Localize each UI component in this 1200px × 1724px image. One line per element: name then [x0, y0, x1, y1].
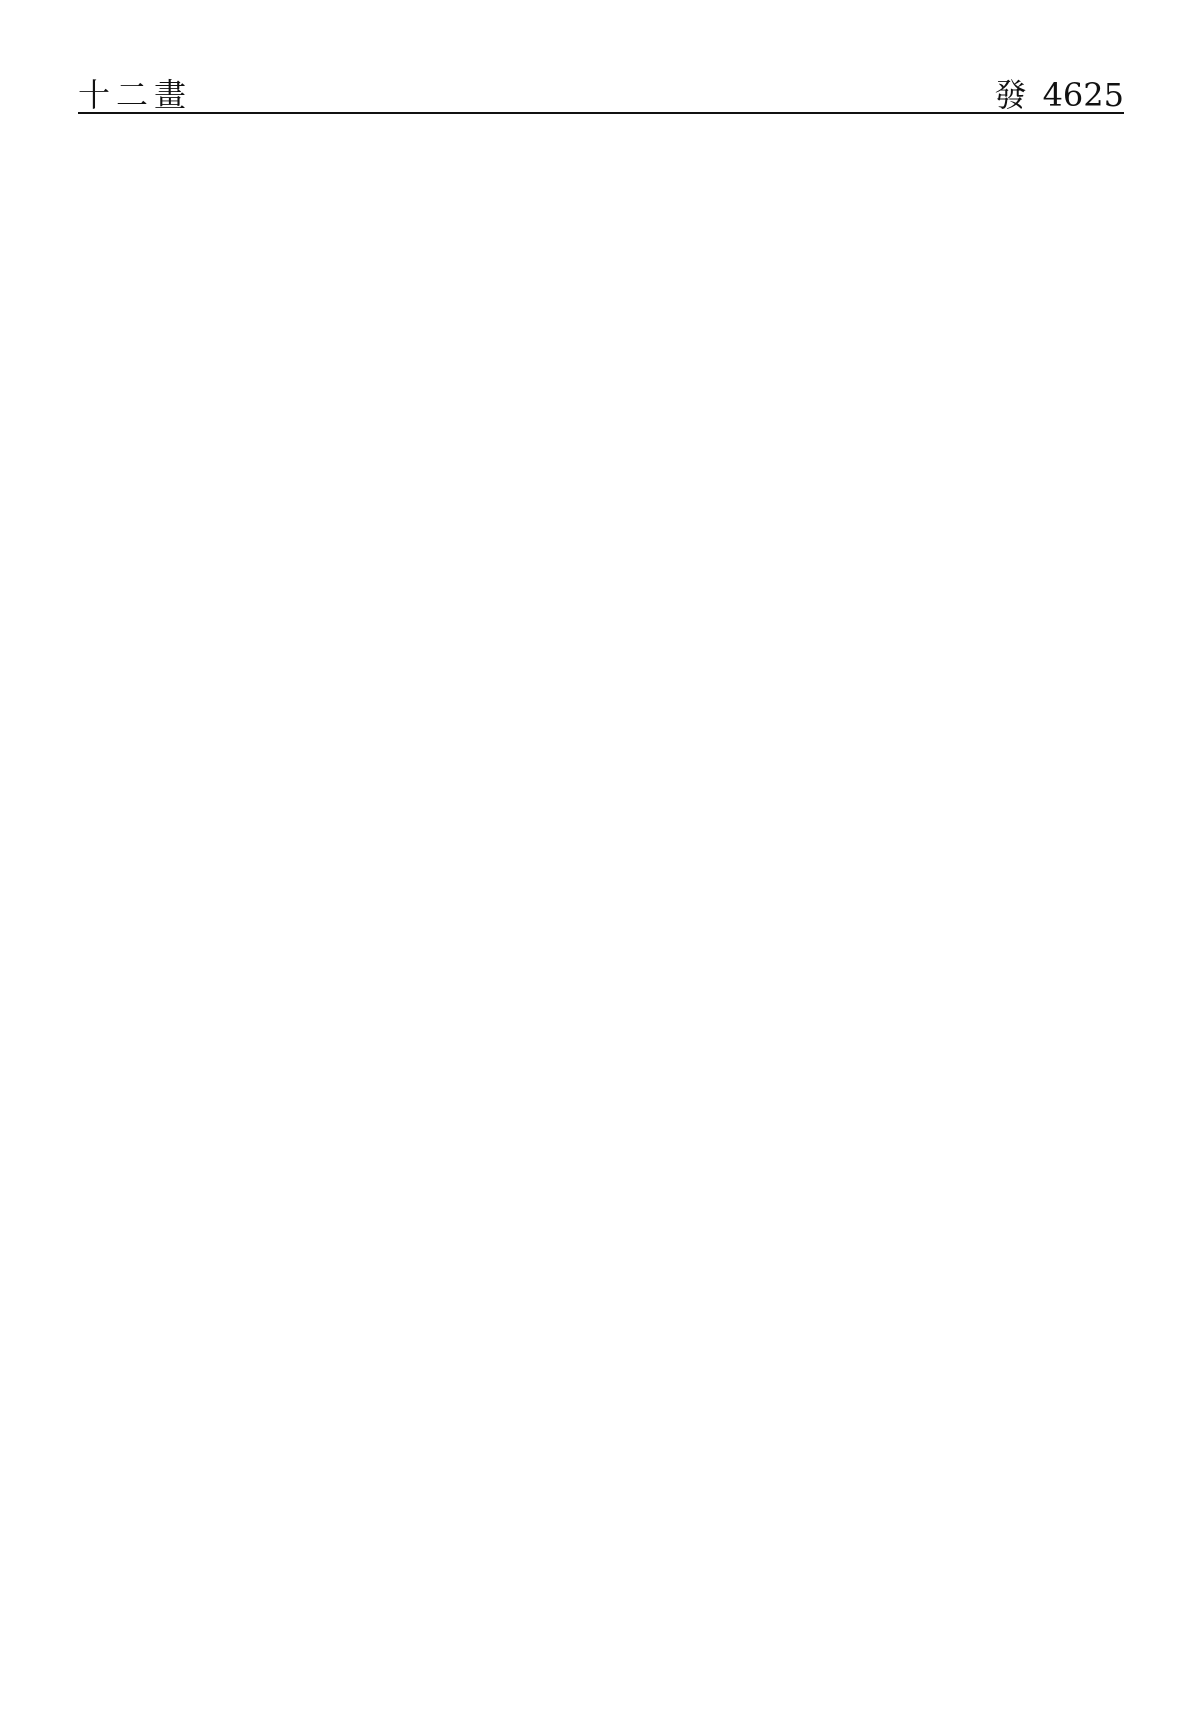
- header-headword: 發: [994, 76, 1027, 114]
- column-right: [615, 134, 1120, 1694]
- header-rule: [78, 112, 1124, 114]
- running-header: [78, 70, 1124, 116]
- column-left: [82, 134, 587, 1694]
- page-number: 4625: [1042, 76, 1124, 114]
- section-title: 十二畫: [78, 76, 193, 114]
- header-right: [995, 70, 1124, 116]
